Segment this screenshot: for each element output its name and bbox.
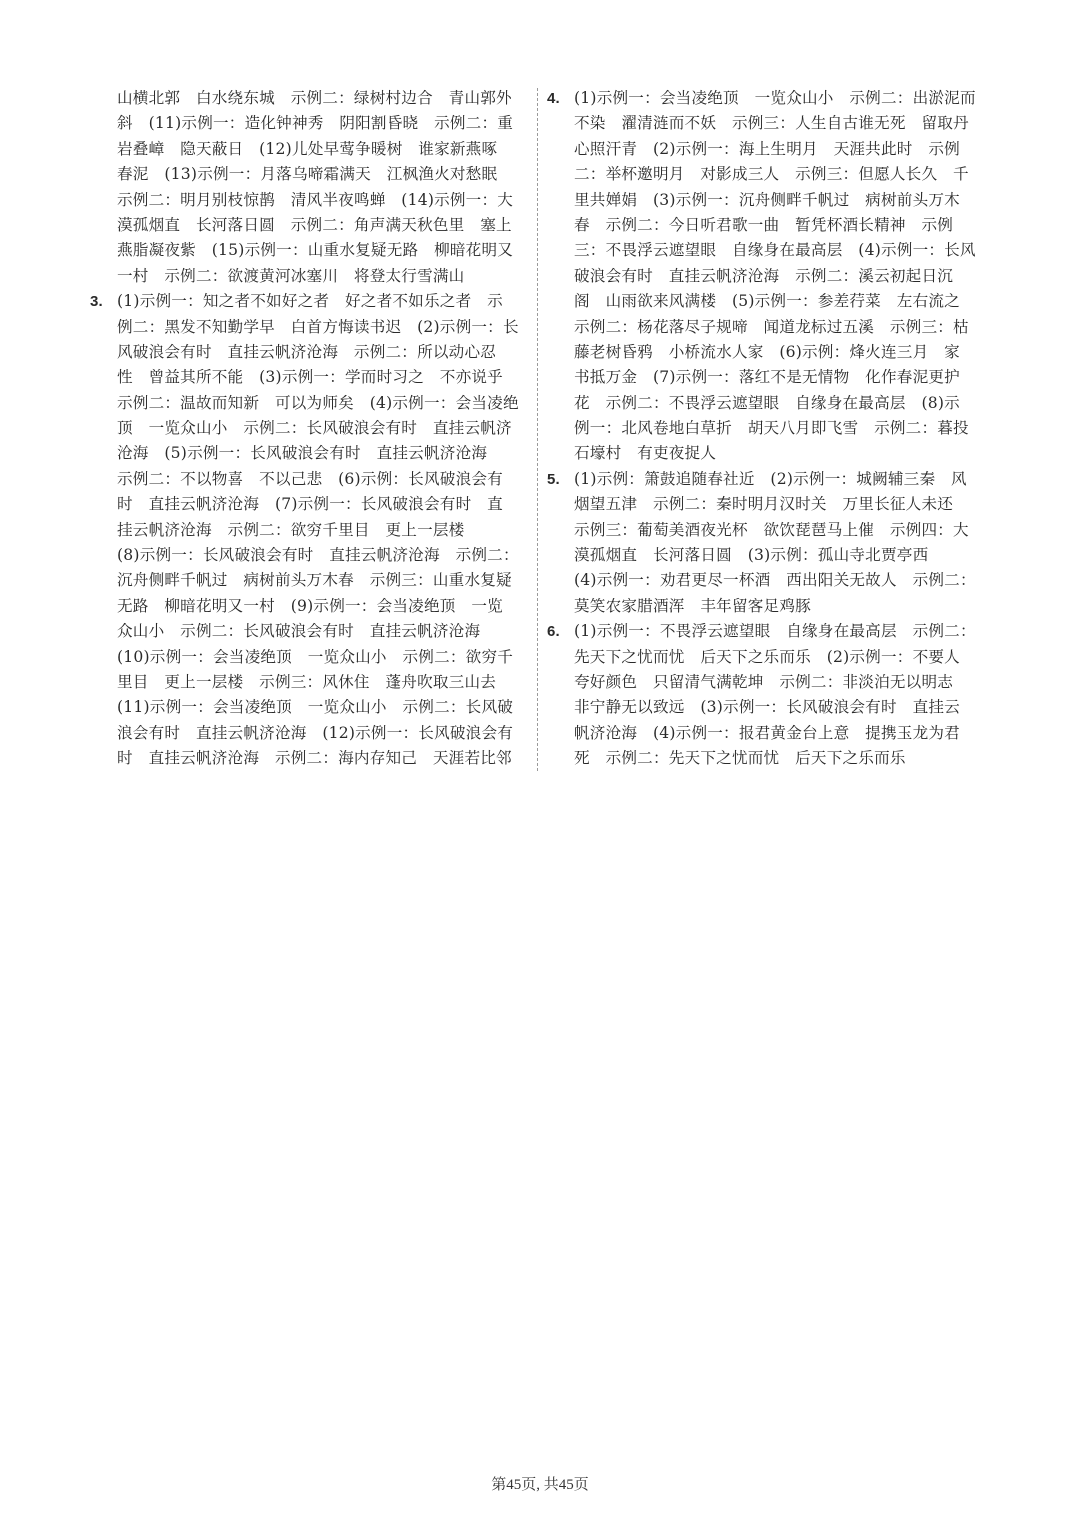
answer-line: [88, 365, 528, 390]
answer-text: 漠孤烟直 长河落日圆 (3)示例：孤山寺北贾亭西: [574, 546, 929, 565]
answer-line: [88, 670, 528, 695]
answer-text: (1)示例一：知之者不如好之者 好之者不如乐之者 示: [117, 292, 503, 311]
answer-text: 斜 (11)示例一：造化钟神秀 阴阳割昏晓 示例二：重: [117, 114, 514, 133]
answer-line: [545, 492, 990, 517]
answer-line: [88, 137, 528, 162]
answer-line: [545, 238, 990, 263]
answer-text: 春泥 (13)示例一：月落乌啼霜满天 江枫渔火对愁眠: [117, 165, 498, 184]
answer-text: 心照汗青 (2)示例一：海上生明月 天涯共此时 示例: [574, 139, 960, 158]
answer-line: [88, 289, 528, 314]
answer-text: 山横北郭 白水绕东城 示例二：绿树村边合 青山郭外: [117, 89, 512, 107]
answer-line: [88, 416, 528, 441]
answer-text: (1)示例：箫鼓追随春社近 (2)示例一：城阙辅三秦 风: [574, 469, 967, 488]
answer-text: 岩叠嶂 隐天蔽日 (12)儿处早莺争暖树 谁家新燕啄: [117, 139, 498, 158]
answer-line: [88, 213, 528, 238]
answer-text: 示例二：明月别枝惊鹊 清风半夜鸣蝉 (14)示例一：大: [117, 190, 514, 209]
answer-block: [545, 86, 990, 467]
answer-line: [88, 391, 528, 416]
answer-line: [88, 594, 528, 619]
answer-line: [545, 645, 990, 670]
answer-text: 春 示例二：今日听君歌一曲 暂凭杯酒长精神 示例: [574, 215, 954, 234]
answer-line: [545, 695, 990, 720]
answer-text: 示例二：杨花落尽子规啼 闻道龙标过五溪 示例三：枯: [574, 317, 969, 336]
answer-text: 众山小 示例二：长风破浪会有时 直挂云帆济沧海: [117, 622, 481, 641]
right-column: [545, 86, 990, 772]
answer-line: [88, 746, 528, 771]
answer-line: [545, 721, 990, 746]
left-column: [88, 86, 528, 772]
answer-text: 无路 柳暗花明又一村 (9)示例一：会当凌绝顶 一览: [117, 596, 503, 615]
answer-text: (1)示例一：会当凌绝顶 一览众山小 示例二：出淤泥而: [574, 89, 976, 107]
answer-block: [545, 619, 990, 771]
answer-text: 藤老树昏鸦 小桥流水人家 (6)示例：烽火连三月 家: [574, 342, 960, 361]
answer-line: [88, 518, 528, 543]
answer-line: [88, 264, 528, 289]
answer-text: (11)示例一：会当凌绝顶 一览众山小 示例二：长风破: [117, 698, 514, 717]
answer-line: [545, 441, 990, 466]
answer-line: [545, 416, 990, 441]
answer-line: [88, 111, 528, 136]
answer-line: [545, 340, 990, 365]
answer-line: [545, 619, 990, 644]
answer-line: [88, 86, 528, 111]
answer-line: [88, 467, 528, 492]
answer-text: 漠孤烟直 长河落日圆 示例二：角声满天秋色里 塞上: [117, 215, 512, 234]
answer-text: (1)示例一：不畏浮云遮望眼 自缘身在最高层 示例二：: [574, 622, 976, 641]
answer-text: 花 示例二：不畏浮云遮望眼 自缘身在最高层 (8)示: [574, 393, 960, 412]
answer-line: [545, 391, 990, 416]
answer-line: [545, 543, 990, 568]
answer-text: 浪会有时 直挂云帆济沧海 (12)示例一：长风破浪会有: [117, 723, 514, 742]
column-divider: [537, 88, 538, 771]
answer-text: 例二：黑发不知勤学早 白首方悔读书迟 (2)示例一：长: [117, 317, 519, 336]
answer-line: [88, 721, 528, 746]
answer-line: [545, 188, 990, 213]
answer-text: 阁 山雨欲来风满楼 (5)示例一：参差荇菜 左右流之: [574, 292, 960, 311]
answer-text: 书抵万金 (7)示例一：落红不是无情物 化作春泥更护: [574, 368, 960, 387]
answer-text: 一村 示例二：欲渡黄河冰塞川 将登太行雪满山: [117, 266, 465, 285]
answer-line: [88, 188, 528, 213]
answer-text: 示例二：不以物喜 不以己悲 (6)示例：长风破浪会有: [117, 469, 503, 488]
answer-text: 燕脂凝夜紫 (15)示例一：山重水复疑无路 柳暗花明又: [117, 241, 514, 260]
answer-line: [545, 568, 990, 593]
answer-line: [545, 746, 990, 771]
answer-line: [545, 213, 990, 238]
answer-text: 先天下之忧而忧 后天下之乐而乐 (2)示例一：不要人: [574, 647, 960, 666]
answer-text: 例一：北风卷地白草折 胡天八月即飞雪 示例二：暮投: [574, 419, 969, 438]
question-number: 3.: [90, 293, 103, 311]
answer-text: 死 示例二：先天下之忧而忧 后天下之乐而乐: [574, 749, 906, 768]
answer-line: [88, 568, 528, 593]
answer-text: 夸好颜色 只留清气满乾坤 示例二：非淡泊无以明志: [574, 672, 954, 691]
page-footer: 第45页, 共45页: [491, 1477, 589, 1493]
answer-block: [88, 86, 528, 289]
answer-text: 破浪会有时 直挂云帆济沧海 示例二：溪云初起日沉: [574, 266, 954, 285]
answer-text: 里共婵娟 (3)示例一：沉舟侧畔千帆过 病树前头万木: [574, 190, 960, 209]
answer-text: 风破浪会有时 直挂云帆济沧海 示例二：所以动心忍: [117, 342, 497, 361]
answer-line: [545, 111, 990, 136]
answer-text: 不染 濯清涟而不妖 示例三：人生自古谁无死 留取丹: [574, 114, 969, 133]
answer-text: 时 直挂云帆济沧海 (7)示例一：长风破浪会有时 直: [117, 495, 503, 514]
answer-text: 挂云帆济沧海 示例二：欲穷千里目 更上一层楼: [117, 520, 465, 539]
answer-block: [545, 467, 990, 619]
answer-line: [88, 543, 528, 568]
answer-block: [88, 289, 528, 771]
question-number: 5.: [547, 470, 560, 488]
answer-line: [545, 289, 990, 314]
answer-line: [545, 86, 990, 111]
answer-text: 里目 更上一层楼 示例三：风休住 蓬舟吹取三山去: [117, 672, 497, 691]
answer-text: 示例三：葡萄美酒夜光杯 欲饮琵琶马上催 示例四：大: [574, 520, 969, 539]
answer-line: [545, 162, 990, 187]
answer-line: [545, 264, 990, 289]
answer-text: (8)示例一：长风破浪会有时 直挂云帆济沧海 示例二：: [117, 546, 519, 565]
answer-line: [88, 441, 528, 466]
answer-text: 三：不畏浮云遮望眼 自缘身在最高层 (4)示例一：长风: [574, 241, 976, 260]
answer-text: 示例二：温故而知新 可以为师矣 (4)示例一：会当凌绝: [117, 393, 519, 412]
question-number: 4.: [547, 90, 560, 107]
answer-line: [545, 670, 990, 695]
answer-line: [88, 492, 528, 517]
answer-text: (4)示例一：劝君更尽一杯酒 西出阳关无故人 示例二：: [574, 571, 976, 590]
answer-line: [88, 619, 528, 644]
answer-line: [545, 365, 990, 390]
answer-text: 烟望五津 示例二：秦时明月汉时关 万里长征人未还: [574, 495, 954, 514]
answer-text: 帆济沧海 (4)示例一：报君黄金台上意 提携玉龙为君: [574, 723, 960, 742]
answer-text: 性 曾益其所不能 (3)示例一：学而时习之 不亦说乎: [117, 368, 503, 387]
answer-text: 沉舟侧畔千帆过 病树前头万木春 示例三：山重水复疑: [117, 571, 512, 590]
answer-line: [88, 645, 528, 670]
answer-line: [88, 695, 528, 720]
answer-line: [545, 467, 990, 492]
answer-text: 沧海 (5)示例一：长风破浪会有时 直挂云帆济沧海: [117, 444, 488, 463]
answer-line: [88, 340, 528, 365]
answer-line: [545, 594, 990, 619]
answer-line: [545, 137, 990, 162]
answer-line: [88, 162, 528, 187]
answer-text: 二：举杯邀明月 对影成三人 示例三：但愿人长久 千: [574, 165, 969, 184]
answer-line: [545, 518, 990, 543]
answer-text: 顶 一览众山小 示例二：长风破浪会有时 直挂云帆济: [117, 419, 512, 438]
answer-text: 时 直挂云帆济沧海 示例二：海内存知己 天涯若比邻: [117, 749, 512, 768]
answer-text: 非宁静无以致远 (3)示例一：长风破浪会有时 直挂云: [574, 698, 960, 717]
answer-text: (10)示例一：会当凌绝顶 一览众山小 示例二：欲穷千: [117, 647, 514, 666]
answer-line: [88, 315, 528, 340]
answer-line: [545, 315, 990, 340]
answer-text: 莫笑农家腊酒浑 丰年留客足鸡豚: [574, 596, 811, 615]
answer-line: [88, 238, 528, 263]
question-number: 6.: [547, 623, 560, 641]
answer-text: 石壕村 有吏夜捉人: [574, 444, 717, 463]
